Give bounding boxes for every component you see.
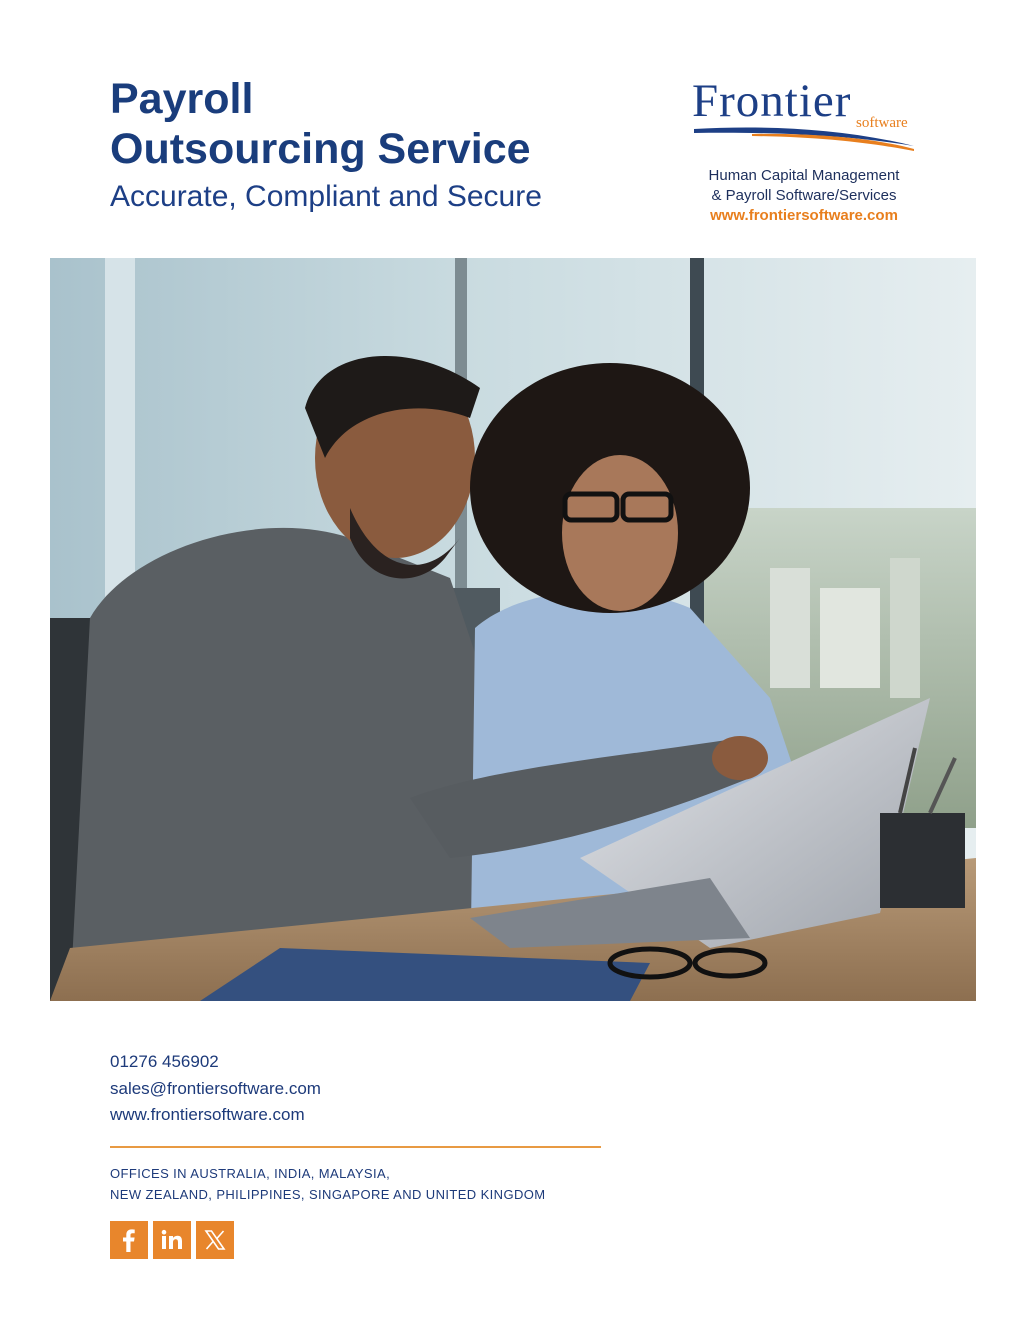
social-links [110, 1221, 234, 1259]
title-line-2: Outsourcing Service [110, 125, 531, 173]
tagline-line-1: Human Capital Management [708, 167, 900, 184]
contact-phone[interactable]: 01276 456902 [110, 1052, 219, 1071]
hero-photo [50, 258, 976, 1001]
office-photo-icon [50, 258, 976, 1001]
page-title [110, 74, 531, 174]
offices-list [110, 1163, 546, 1205]
page-subtitle: Accurate, Compliant and Secure [110, 180, 542, 213]
facebook-icon [118, 1228, 140, 1252]
title-line-1: Payroll [110, 75, 254, 123]
logo-sub: software [856, 115, 908, 131]
logo-swoosh-icon [692, 124, 918, 154]
contact-block [110, 1049, 321, 1129]
logo-wordmark: Frontier [692, 75, 852, 127]
contact-website[interactable]: www.frontiersoftware.com [110, 1105, 305, 1124]
logo-tagline [690, 166, 918, 226]
contact-email[interactable]: sales@frontiersoftware.com [110, 1078, 321, 1098]
x-button[interactable] [196, 1221, 234, 1259]
tagline-url[interactable]: www.frontiersoftware.com [710, 207, 898, 224]
offices-line-1: OFFICES IN AUSTRALIA, INDIA, MALAYSIA, [110, 1166, 391, 1181]
frontier-logo [692, 76, 922, 160]
facebook-button[interactable] [110, 1221, 148, 1259]
linkedin-button[interactable] [153, 1221, 191, 1259]
tagline-line-2: & Payroll Software/Services [711, 187, 897, 204]
x-icon [204, 1229, 226, 1251]
offices-line-2: NEW ZEALAND, PHILIPPINES, SINGAPORE AND UNITED KINGDOM [110, 1187, 546, 1202]
linkedin-icon [160, 1229, 184, 1251]
divider [110, 1146, 601, 1148]
